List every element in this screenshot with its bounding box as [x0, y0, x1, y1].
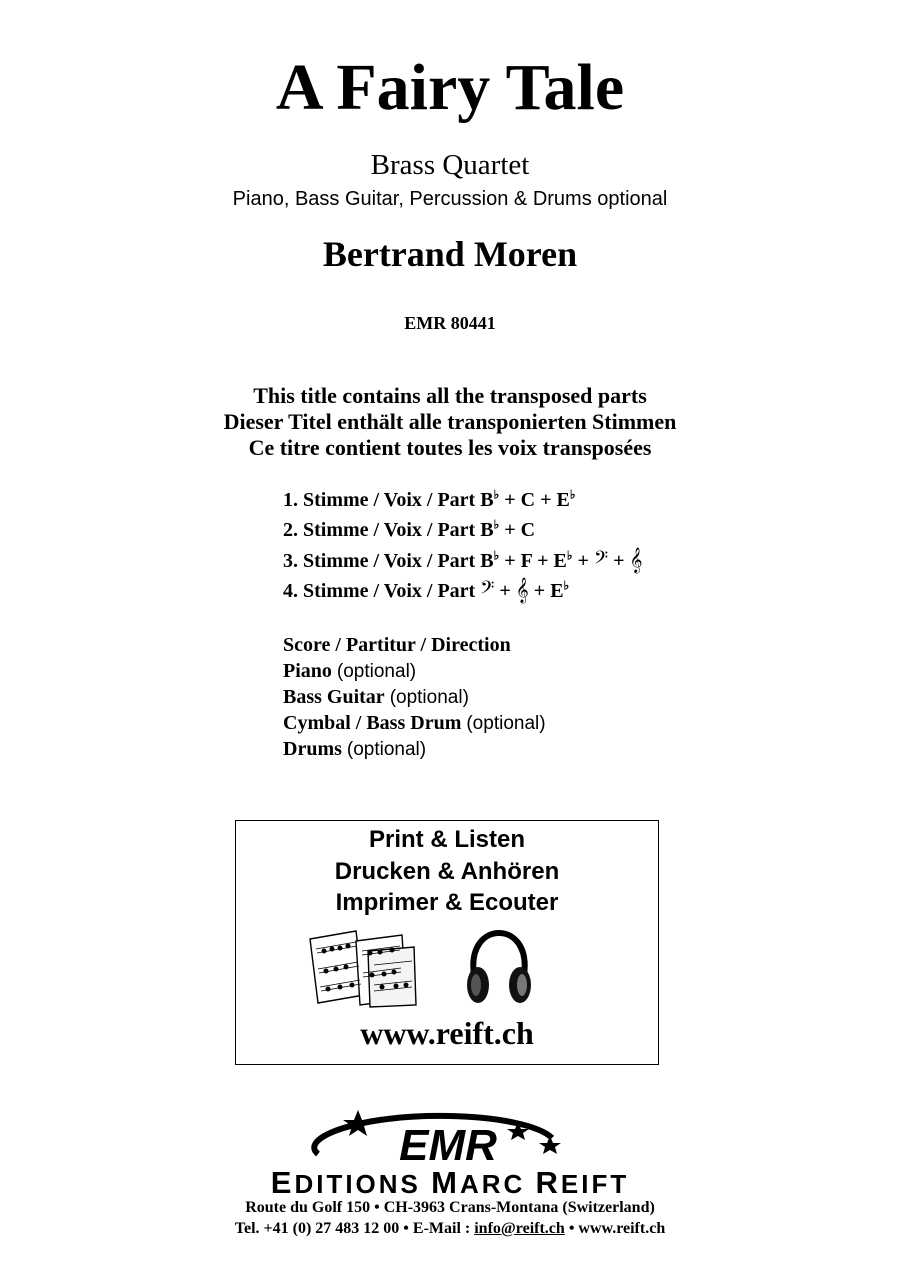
subtitle: Brass Quartet	[370, 149, 530, 181]
transposition-notice	[0, 383, 900, 461]
print-listen-box	[235, 820, 659, 1065]
publisher-contact	[0, 1219, 900, 1239]
composer: Bertrand Moren	[322, 234, 578, 274]
part-label: 4. Stimme / Voix / Part	[283, 580, 476, 602]
publisher-name	[0, 1165, 900, 1200]
part-sep: + C +	[504, 489, 552, 511]
headphones-icon	[464, 929, 534, 1009]
print-listen-en: Print & Listen	[368, 826, 525, 853]
part-sep: + F +	[504, 550, 549, 572]
part-label: 3. Stimme / Voix / Part	[283, 550, 476, 572]
part-1	[283, 485, 643, 515]
extra-name: Bass Guitar	[283, 686, 385, 708]
logo-text: EMR	[399, 1121, 497, 1168]
contact-tel: Tel. +41 (0) 27 483 12 00 • E-Mail :	[234, 1220, 471, 1237]
flat-icon: ♭	[563, 578, 570, 593]
part-sep: + C	[504, 519, 536, 541]
publisher-word: EIFT	[560, 1169, 630, 1199]
publisher-word: DITIONS	[294, 1169, 432, 1199]
treble-clef-icon: 𝄞	[629, 547, 643, 572]
website-link[interactable]: www.reift.ch	[360, 1015, 534, 1051]
flat-icon: ♭	[493, 548, 500, 563]
part-sep: +	[613, 550, 625, 572]
extra-note: (optional)	[346, 739, 427, 760]
extra-name: Piano	[283, 660, 332, 682]
extra-bass-guitar	[283, 684, 546, 710]
part-label: 2. Stimme / Voix / Part	[283, 519, 476, 541]
flat-icon: ♭	[493, 517, 500, 532]
flat-icon: ♭	[493, 487, 500, 502]
notice-line-de: Dieser Titel enthält alle transponierten Stimmen	[223, 409, 677, 434]
sheet-music-icon	[306, 929, 418, 1009]
publisher-word: ARC	[459, 1169, 536, 1199]
extra-note: (optional)	[389, 687, 469, 708]
part-3	[283, 545, 643, 575]
publisher-initial: M	[431, 1165, 460, 1200]
extra-name: Score / Partitur / Direction	[283, 634, 511, 656]
extra-name: Cymbal / Bass Drum	[283, 712, 462, 734]
additional-parts	[283, 632, 546, 762]
part-2	[283, 515, 643, 545]
part-4	[283, 575, 643, 605]
emr-logo-icon	[300, 1108, 570, 1168]
instrumentation: Piano, Bass Guitar, Percussion & Drums optional	[232, 188, 668, 210]
key-b: B	[480, 489, 494, 511]
print-listen-de: Drucken & Anhören	[334, 858, 560, 885]
notice-line-en: This title contains all the transposed parts	[253, 383, 647, 408]
parts-list	[283, 485, 643, 605]
extra-drums	[283, 736, 546, 762]
key-e: E	[553, 550, 567, 572]
extra-note: (optional)	[466, 713, 546, 734]
extra-cymbal	[283, 710, 546, 736]
flat-icon: ♭	[566, 548, 573, 563]
bass-clef-icon: 𝄢	[480, 577, 495, 602]
part-sep: +	[499, 580, 511, 602]
treble-clef-icon: 𝄞	[515, 577, 529, 602]
key-e: E	[550, 580, 564, 602]
part-sep: +	[577, 550, 589, 572]
extra-name: Drums	[283, 738, 342, 760]
extra-note: (optional)	[336, 661, 417, 682]
part-label: 1. Stimme / Voix / Part	[283, 489, 476, 511]
key-b: B	[480, 519, 494, 541]
print-listen-fr: Imprimer & Ecouter	[335, 889, 559, 916]
catalog-number: EMR 80441	[404, 313, 496, 333]
publisher-initial: R	[535, 1165, 561, 1200]
email-link[interactable]: info@reift.ch	[474, 1220, 565, 1237]
title: A Fairy Tale	[275, 51, 625, 124]
extra-score	[283, 632, 546, 658]
web-link[interactable]: • www.reift.ch	[568, 1220, 666, 1237]
publisher-initial: E	[270, 1165, 295, 1200]
flat-icon: ♭	[569, 487, 576, 502]
publisher-address: Route du Golf 150 • CH-3963 Crans-Montana (Switzerland)	[245, 1199, 655, 1216]
key-b: B	[480, 550, 494, 572]
extra-piano	[283, 658, 546, 684]
key-e: E	[556, 489, 570, 511]
bass-clef-icon: 𝄢	[593, 547, 609, 572]
notice-line-fr: Ce titre contient toutes les voix transposées	[248, 435, 652, 460]
part-sep: +	[533, 580, 546, 602]
